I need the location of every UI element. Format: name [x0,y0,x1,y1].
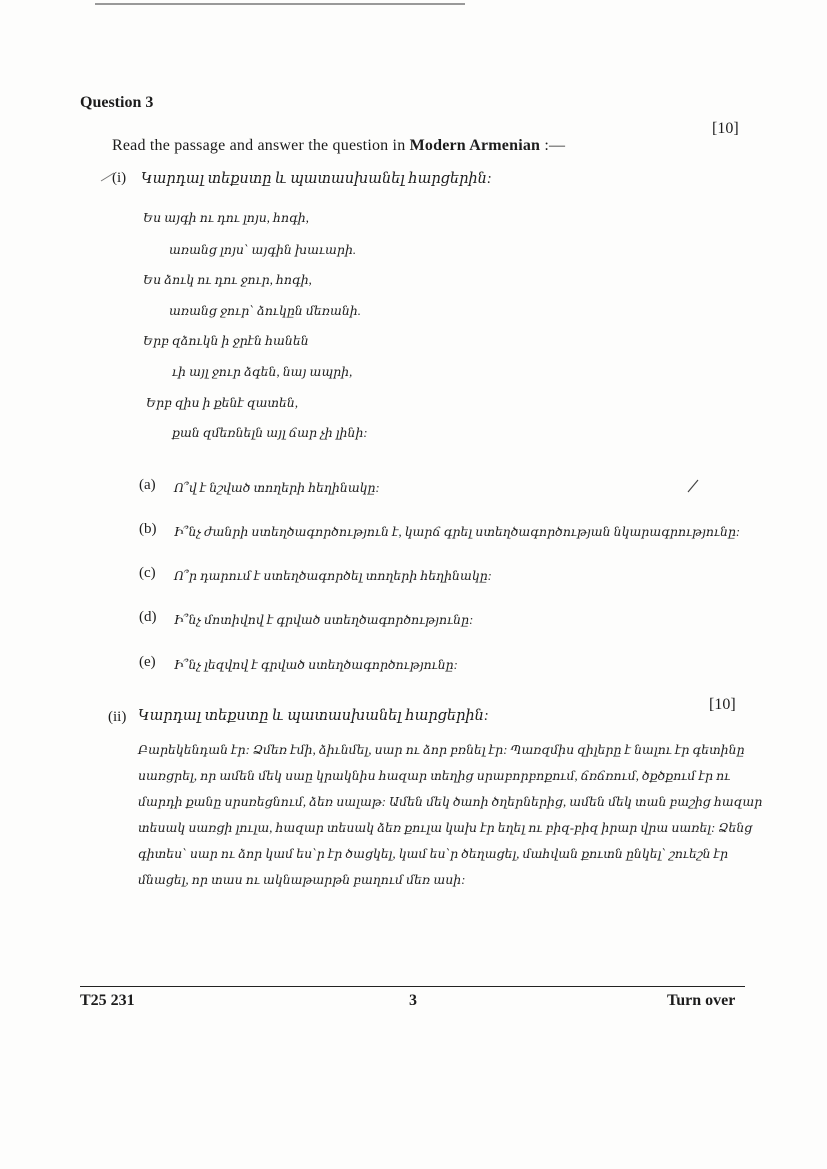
question-d-text: Ի՞նչ մոտիվով է գրված ստեղծագործությունը: [174,613,474,627]
instruction [112,137,565,155]
part-ii-label: (ii) [108,709,127,725]
part-i-marks: [10] [712,120,739,137]
pen-mark-decoration [100,170,116,184]
poem-line: քան զմեռնելն այլ ճար չի լինի: [172,426,368,440]
question-c-label: (c) [139,565,156,581]
instruction-language: Modern Armenian [409,137,541,154]
prose-passage [138,737,763,893]
question-a-label: (a) [139,477,156,493]
question-b-label: (b) [139,521,157,537]
page-number: 3 [409,992,417,1009]
poem-line: Երբ զձուկն ի ջրէն հանեն [143,334,309,348]
poem-line: առանց ջուր՝ ձուկըն մեռանի. [169,304,361,318]
instruction-suffix: :— [544,137,566,154]
turn-over-note: Turn over [667,992,736,1009]
poem-line: ւի այլ ջուր ձգեն, նայ ապրի, [172,365,353,379]
paper-code: T25 231 [80,992,135,1009]
part-i-label: (i) [112,170,127,186]
pen-mark-decoration [686,478,700,494]
prose-line: մարդի քանը սրսռեցնում, ձեռ սալաթ: Ամեն մեկ ծաոի ծղերներից, ամեն մեկ տան բաշից հազար [138,795,763,809]
prose-line: Բարեկենդան էր: Ձմեռ էմի, ձիւնմել, սար ու ձոր բռնել էր: Պառզմիս զիլերը է նալու էր գետինը [138,743,745,757]
question-e-text: Ի՞նչ լեզվով է գրված ստեղծագործությունը: [174,658,458,672]
poem-line: առանց լոյս՝ այգին խաւարի. [169,243,356,257]
question-a-text: Ո՞վ է նշված տողերի հեղինակը: [174,481,380,495]
question-e-label: (e) [139,654,156,670]
part-ii-marks: [10] [709,696,736,713]
part-i-heading: Կարդալ տեքստը և պատասխանել հարցերին: [141,171,492,187]
prose-line: գիտես՝ սար ու ձոր կամ ես՝ր էր ծացկել, կամ ես՝ր ծեղացել, մահվան քուտն ընկել՝ շուեշն էր [138,847,729,861]
poem-line: Երբ զիս ի քենէ զատեն, [146,396,298,410]
question-title: Question 3 [80,94,154,111]
part-ii-heading: Կարդալ տեքստը և պատասխանել հարցերին: [138,708,489,724]
scan-top-line [95,3,465,5]
prose-line: մնացել, որ տաս ու ակնաթարթն բաղում մեռ ասի: [138,873,466,887]
question-c-text: Ո՞ր դարում է ստեղծագործել տողերի հեղինակը: [174,569,492,583]
prose-line: տեսակ սառցի լուլա, հազար տեսակ ձեռ քուլա կախ էր եղել ու բիզ-բիզ իրար վրա սառել: Ձենց [138,821,753,835]
prose-line: սառցրել, որ ամեն մեկ սաը կրակնիս հազար տեղից սրաբորբոքում, ճռճռում, ծքծքում էր ու [138,769,731,783]
question-d-label: (d) [139,609,157,625]
footer-divider [80,986,745,987]
instruction-prefix: Read the passage and answer the question in [112,137,406,154]
poem-line: Ես այգի ու դու լոյս, հոգի, [143,211,309,225]
question-b-text: Ի՞նչ ժանրի ստեղծագործություն է, կարճ գրել ստեղծագործության նկարագրությունը: [174,525,741,539]
poem-line: Ես ձուկ ու դու ջուր, հոգի, [143,273,312,287]
